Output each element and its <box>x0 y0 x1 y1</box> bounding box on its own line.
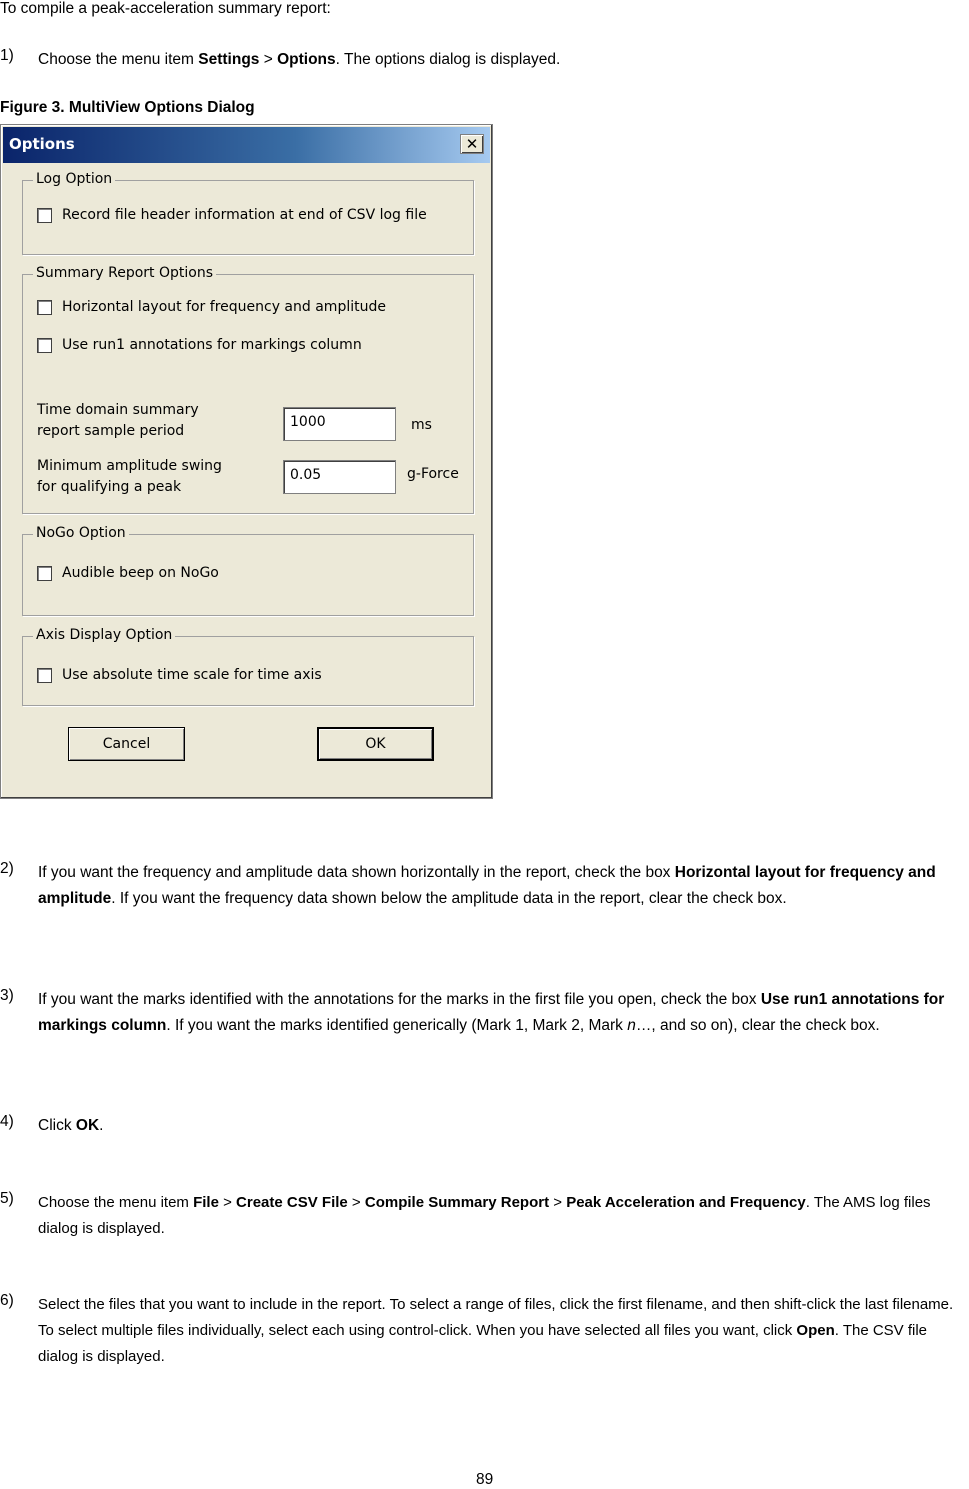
open-ref: Open <box>796 1322 835 1339</box>
log-header-checkbox[interactable]: Record file header information at end of CSV log file <box>37 207 427 223</box>
run1-annotations-ref: Use run1 annotations for markings column <box>38 991 945 1034</box>
ms-unit-label: ms <box>411 417 432 433</box>
ok-ref: OK <box>75 1117 100 1134</box>
step-4: 4) Click OK. <box>0 1113 104 1134</box>
step-number: 5) <box>0 1190 14 1207</box>
group-legend: Axis Display Option <box>33 627 175 643</box>
group-legend: Summary Report Options <box>33 265 216 281</box>
ok-button[interactable]: OK <box>317 727 434 761</box>
dialog-title: Options <box>9 135 75 153</box>
figure-caption: Figure 3. MultiView Options Dialog <box>0 99 255 116</box>
horizontal-layout-checkbox[interactable]: Horizontal layout for frequency and amplitude <box>37 299 386 315</box>
step-6: 6) Select the files that you want to include in the report. To select a range of files, click the first filename, and then shift-click the last filename. To select multiple files individually, select each using control-click. When you have selected all files you want, click Open. The CSV file dialog is displayed. <box>0 1292 954 1365</box>
settings-menu-ref: Settings <box>198 51 260 68</box>
options-dialog <box>0 124 493 799</box>
absolute-time-checkbox[interactable]: Use absolute time scale for time axis <box>37 667 322 683</box>
summary-report-group <box>22 265 474 514</box>
step-number: 2) <box>0 860 14 877</box>
gforce-unit-label: g-Force <box>407 466 459 482</box>
checkbox-box[interactable] <box>37 566 52 581</box>
step-number: 3) <box>0 987 14 1004</box>
page-number: 89 <box>476 1471 494 1488</box>
step-number: 4) <box>0 1113 14 1130</box>
amplitude-swing-input[interactable]: 0.05 <box>283 460 396 494</box>
time-domain-label: Time domain summary report sample period <box>37 402 199 439</box>
step-number: 1) <box>0 47 14 64</box>
amplitude-swing-label: Minimum amplitude swing for qualifying a peak <box>37 458 222 495</box>
step-1: 1) Choose the menu item Settings > Options. The options dialog is displayed. <box>0 47 561 68</box>
sample-period-input[interactable]: 1000 <box>283 407 396 441</box>
nogo-option-group <box>22 525 474 616</box>
close-icon[interactable]: ✕ <box>460 134 484 154</box>
run1-annotations-checkbox[interactable]: Use run1 annotations for markings column <box>37 337 362 353</box>
log-option-group <box>22 171 474 255</box>
step-number: 6) <box>0 1292 14 1309</box>
checkbox-box[interactable] <box>37 338 52 353</box>
horizontal-layout-ref: Horizontal layout for frequency and amplitude <box>38 864 936 907</box>
options-menu-ref: Options <box>277 51 336 68</box>
checkbox-box[interactable] <box>37 668 52 683</box>
step-5: 5) Choose the menu item File > Create CSV File > Compile Summary Report > Peak Acceleration and Frequency. The AMS log files dialog is displayed. <box>0 1190 931 1237</box>
checkbox-box[interactable] <box>37 208 52 223</box>
axis-display-group <box>22 627 474 706</box>
group-legend: Log Option <box>33 171 115 187</box>
nogo-beep-checkbox[interactable]: Audible beep on NoGo <box>37 565 219 581</box>
intro-text: To compile a peak-acceleration summary report: <box>0 0 331 17</box>
group-legend: NoGo Option <box>33 525 129 541</box>
cancel-button[interactable]: Cancel <box>68 727 185 761</box>
step-2: 2) If you want the frequency and amplitude data shown horizontally in the report, check the box Horizontal layout for frequency and amplitude. If you want the frequency data shown below the amplitude data in the report, clear the check box. <box>0 860 936 907</box>
checkbox-box[interactable] <box>37 300 52 315</box>
step-3: 3) If you want the marks identified with the annotations for the marks in the first file you open, check the box Use run1 annotations for markings column. If you want the marks identified generically (Mark 1, Mark 2, Mark n…, and so on), clear the check box. <box>0 987 945 1034</box>
dialog-titlebar[interactable] <box>3 127 490 163</box>
